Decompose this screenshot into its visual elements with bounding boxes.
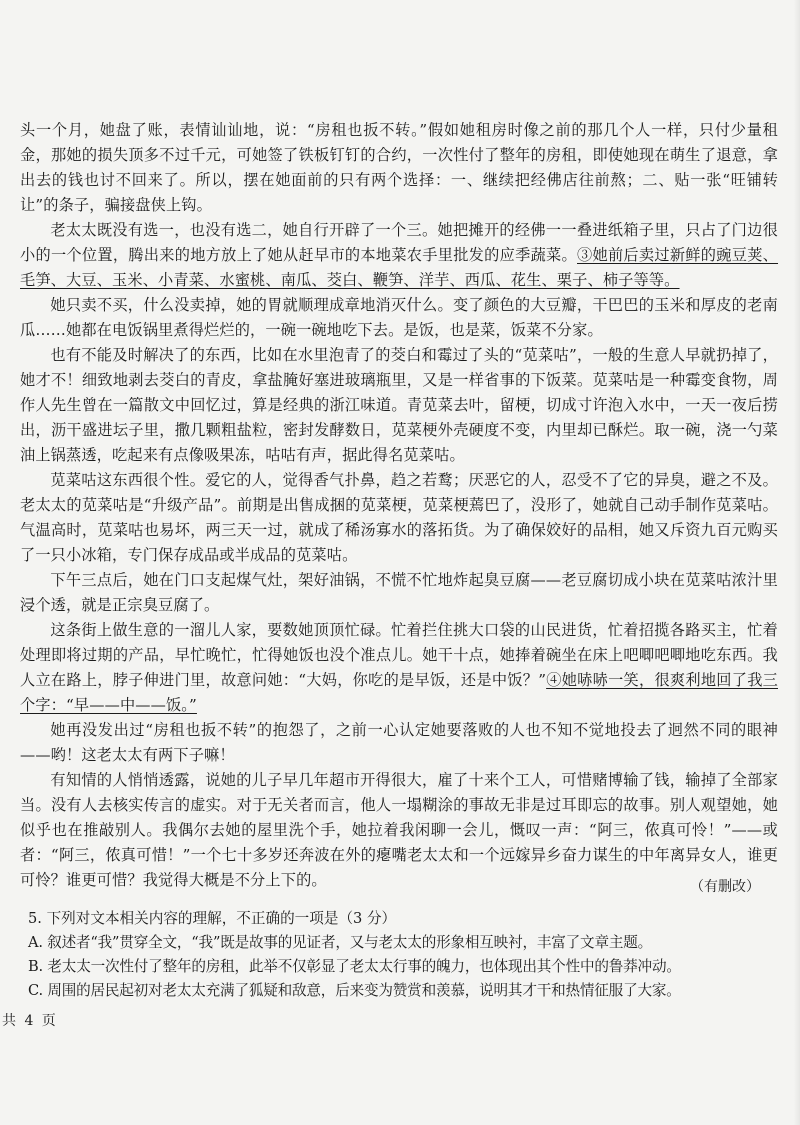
option-a: A. 叙述者“我”贯穿全文，“我”既是故事的见证者，又与老太太的形象相互映衬，丰富了文章主题。 [28, 934, 653, 951]
underlined-sentence-3: ③她前后卖过新鲜的豌豆荚、毛笋、大豆、玉米、小青菜、水蜜桃、南瓜、茭白、鞭笋、洋芋、西瓜、花生、栗子、柿子等等。 [20, 246, 779, 289]
question-stem: 5. 下列对文本相关内容的理解，不正确的一项是（3 分） [28, 910, 397, 927]
underlined-sentence-4: ④她哧哧一笑，很爽利地回了我三个字：“早——中——饭。” [20, 671, 778, 714]
paragraph-6: 下午三点后，她在门口支起煤气灶，架好油锅，不慌不忙地炸起臭豆腐——老豆腐切成小块在苋菜咕浓汁里浸个透，就是正宗臭豆腐了。 [20, 571, 778, 614]
page-edge-shadow [794, 0, 800, 1125]
paragraph-4: 也有不能及时解决了的东西，比如在水里泡青了的茭白和霉过了头的“苋菜咕”，一般的生意人早就扔掉了，她才不！细致地剥去茭白的青皮，拿盐腌好塞进玻璃瓶里，又是一样省事的下饭菜。苋菜咕是一种霉变食物，周作人先生曾在一篇散文中回忆过，算是经典的浙江味道。青苋菜去叶，留梗，切成寸许泡入水中，一天一夜后捞出，沥干盛进坛子里，撒几颗粗盐粒，密封发酵数日，苋菜梗外壳硬度不变，内里却已酥烂。取一碗，浇一勺菜油上锅蒸透，吃起来有点像吸果冻，咕咕有声，据此得名苋菜咕。 [20, 346, 778, 464]
paragraph-2 [20, 218, 778, 293]
question-5 [20, 907, 782, 1003]
reading-passage [20, 118, 778, 893]
paragraph-3: 她只卖不买，什么没卖掉，她的胃就顺理成章地消灭什么。变了颜色的大豆瓣，干巴巴的玉米和厚皮的老南瓜……她都在电饭锅里煮得烂烂的，一碗一碗地吃下去。是饭，也是菜，饭菜不分家。 [20, 296, 778, 339]
paragraph-2-text: 老太太既没有选一，也没有选二，她自行开辟了一个三。她把摊开的经佛一一叠进纸箱子里，只占了门边很小的一个位置，腾出来的地方放上了她从赶早市的本地菜农手里批发的应季蔬菜。 [20, 221, 778, 264]
option-b: B. 老太太一次性付了整年的房租，此举不仅彰显了老太太行事的魄力，也体现出其个性中的鲁莽冲动。 [28, 958, 681, 975]
paragraph-9: 有知情的人悄悄透露，说她的儿子早几年超市开得很大，雇了十来个工人，可惜赌博输了钱，输掉了全部家当。没有人去核实传言的虚实。对于无关者而言，他人一塌糊涂的事故无非是过耳即忘的故事。别人观望她，她似乎也在推敲别人。我偶尔去她的屋里洗个手，她拉着我闲聊一会儿，慨叹一声：“阿三，侬真可怜！”——或者：“阿三，侬真可惜！”一个七十多岁还奔波在外的瘪嘴老太太和一个远嫁异乡奋力谋生的中年离异女人，谁更可怜？谁更可惜？我觉得大概是不分上下的。 [20, 771, 778, 889]
paragraph-5: 苋菜咕这东西很个性。爱它的人，觉得香气扑鼻，趋之若鹜；厌恶它的人，忍受不了它的异臭，避之不及。老太太的苋菜咕是“升级产品”。前期是出售成捆的苋菜梗，苋菜梗蔫巴了，没形了，她就自己动手制作苋菜咕。气温高时，苋菜咕也易坏，两三天一过，就成了稀汤寡水的落拓货。为了确保姣好的品相，她又斥资九百元购买了一只小冰箱，专门保存成品或半成品的苋菜咕。 [20, 471, 778, 564]
paragraph-1: 头一个月，她盘了账，表情讪讪地，说：“房租也扳不转。”假如她租房时像之前的那几个人一样，只付少量租金，那她的损失顶多不过千元，可她签了铁板钉钉的合约，一次性付了整年的房租，即使她现在萌生了退意，拿出去的钱也讨不回来了。所以，摆在她面前的只有两个选择：一、继续把经佛店往前熬；二、贴一张“旺铺转让”的条子，骗接盘侠上钩。 [20, 121, 778, 214]
option-c: C. 周围的居民起初对老太太充满了狐疑和敌意，后来变为赞赏和羡慕，说明其才干和热情征服了大家。 [28, 982, 681, 999]
paragraph-7-text: 这条街上做生意的一溜儿人家，要数她顶顶忙碌。忙着拦住挑大口袋的山民进货，忙着招揽各路买主，忙着处理即将过期的产品，早忙晚忙，忙得她饭也没个准点儿。她干十点，她捧着碗坐在床上吧唧吧唧地吃东西。我人立在路上，脖子伸进门里，故意问她：“大妈，你吃的是早饭，还是中饭？” [20, 621, 778, 689]
page-footer: 共 4 页 [2, 1013, 58, 1029]
paragraph-7 [20, 618, 778, 718]
source-note: （有删改） [690, 879, 760, 895]
paragraph-8: 她再没发出过“房租也扳不转”的抱怨了，之前一心认定她要落败的人也不知不觉地投去了迥然不同的眼神——哟！这老太太有两下子嘛！ [20, 721, 778, 764]
